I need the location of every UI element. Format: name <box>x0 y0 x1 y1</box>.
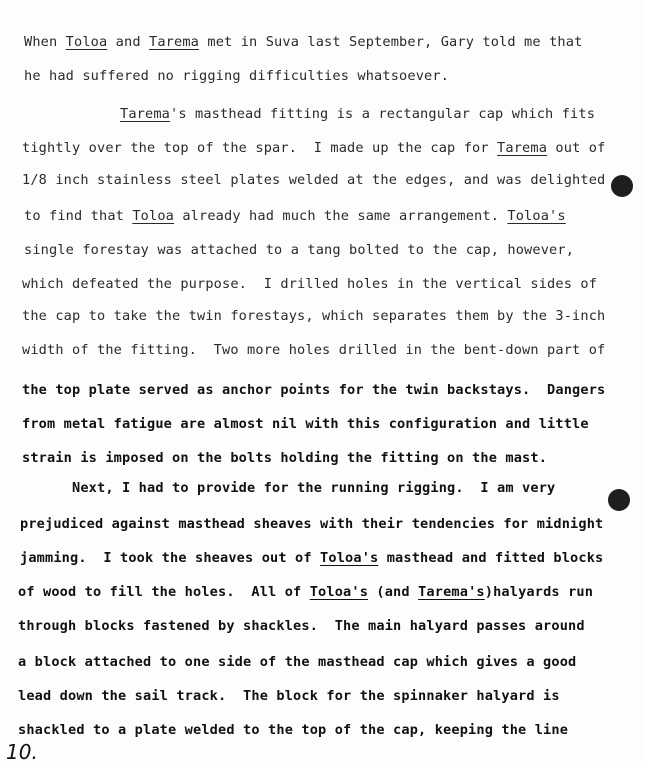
underlined-boat-name: Toloa's <box>320 550 379 566</box>
text-run: masthead and fitted blocks <box>378 550 604 566</box>
text-run: to find that <box>24 208 133 224</box>
text-line <box>20 550 603 566</box>
text-line <box>24 242 574 258</box>
text-run: tightly over the top of the spar. I made up the cap for <box>22 140 498 156</box>
text-line <box>18 722 568 738</box>
text-run: When <box>24 34 66 50</box>
text-line <box>72 480 555 496</box>
underlined-boat-name: Toloa <box>65 34 108 50</box>
text-run: shackled to a plate welded to the top of the cap, keeping the line <box>18 722 569 738</box>
underlined-boat-name: Tarema's <box>418 584 485 600</box>
text-run: prejudiced against masthead sheaves with their tendencies for midnight <box>20 516 604 532</box>
text-run: lead down the sail track. The block for the spinnaker halyard is <box>18 688 560 704</box>
text-line <box>22 342 605 358</box>
binder-hole-top <box>611 175 633 197</box>
text-line <box>24 208 566 224</box>
text-run: )halyards run <box>484 584 594 600</box>
text-line <box>22 276 597 292</box>
text-line <box>22 308 605 324</box>
text-run: met in Suva last September, Gary told me that <box>199 34 583 50</box>
text-line <box>20 516 603 532</box>
text-line <box>18 654 576 670</box>
text-run: 1/8 inch stainless steel plates welded at the edges, and was delighted <box>22 172 606 188</box>
text-run: the cap to take the twin forestays, which separates them by the 3-inch <box>22 308 606 324</box>
text-line <box>24 34 582 50</box>
text-run: single forestay was attached to a tang bolted to the cap, however, <box>24 242 575 258</box>
text-run: through blocks fastened by shackles. The main halyard passes around <box>18 618 585 634</box>
text-run: 's masthead fitting is a rectangular cap which fits <box>170 106 596 122</box>
text-run: width of the fitting. Two more holes drilled in the bent-down part of <box>22 342 606 358</box>
underlined-boat-name: Tarema <box>120 106 171 122</box>
text-run: from metal fatigue are almost nil with this configuration and little <box>22 416 589 432</box>
text-run: of wood to fill the holes. All of <box>18 584 310 600</box>
underlined-boat-name: Tarema <box>497 140 548 156</box>
text-run: Next, I had to provide for the running rigging. I am very <box>72 480 556 496</box>
text-line <box>18 618 585 634</box>
text-run: strain is imposed on the bolts holding the fitting on the mast. <box>22 450 548 466</box>
underlined-boat-name: Toloa <box>132 208 175 224</box>
text-run: which defeated the purpose. I drilled holes in the vertical sides of <box>22 276 598 292</box>
text-run: already had much the same arrangement. <box>174 208 508 224</box>
page-number: 10. <box>6 740 38 764</box>
text-line <box>22 382 605 398</box>
text-line <box>24 68 449 84</box>
text-run: and <box>107 34 150 50</box>
underlined-boat-name: Tarema <box>149 34 200 50</box>
text-run: out of <box>547 140 606 156</box>
underlined-boat-name: Toloa's <box>507 208 566 224</box>
text-run: (and <box>368 584 419 600</box>
text-run: a block attached to one side of the masthead cap which gives a good <box>18 654 577 670</box>
text-line <box>22 416 589 432</box>
text-line <box>18 688 560 704</box>
text-run: jamming. I took the sheaves out of <box>20 550 321 566</box>
text-run: he had suffered no rigging difficulties whatsoever. <box>24 68 450 84</box>
text-line <box>22 172 605 188</box>
text-line <box>22 140 605 156</box>
text-line <box>22 450 547 466</box>
text-line <box>18 584 593 600</box>
text-run: the top plate served as anchor points for the twin backstays. Dangers <box>22 382 606 398</box>
binder-hole-bottom <box>608 489 630 511</box>
underlined-boat-name: Toloa's <box>309 584 369 600</box>
text-line <box>120 106 595 122</box>
